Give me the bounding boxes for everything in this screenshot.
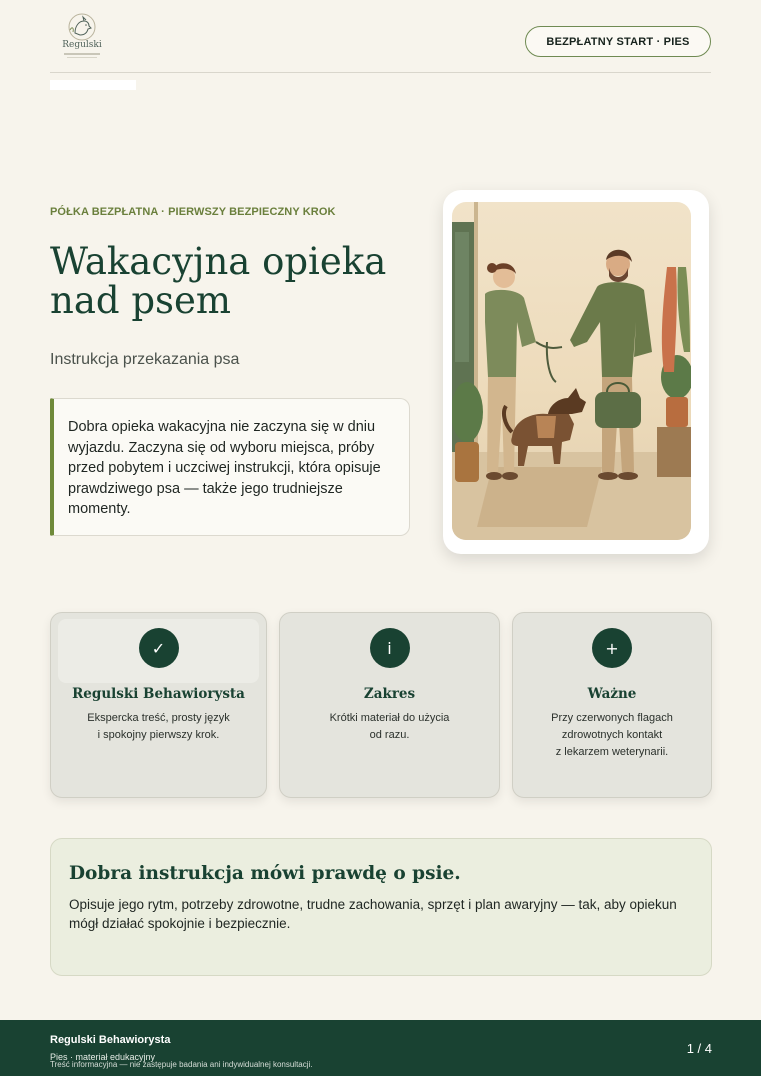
page-subtitle: Instrukcja przekazania psa bbox=[50, 351, 240, 368]
logo-tagline-secondary bbox=[67, 57, 97, 58]
hero-image-card bbox=[443, 190, 709, 554]
feature-title: Ważne bbox=[587, 686, 637, 702]
feature-card-expert bbox=[50, 612, 267, 798]
dog-logo-icon bbox=[64, 12, 100, 42]
logo-tagline bbox=[64, 53, 100, 55]
info-icon: i bbox=[370, 628, 410, 668]
note-text: Opisuje jego rytm, potrzeby zdrowotne, trudne zachowania, sprzęt i plan awaryjny — tak, aby opiekun mógł działać spokojnie i bezpiecznie. bbox=[69, 897, 677, 931]
feature-card-important bbox=[512, 612, 712, 798]
footer bbox=[0, 1020, 761, 1076]
header bbox=[50, 0, 711, 73]
header-strip bbox=[50, 80, 136, 90]
free-start-button[interactable]: BEZPŁATNY START · PIES bbox=[525, 26, 711, 57]
page-title bbox=[50, 242, 430, 320]
feature-title: Zakres bbox=[363, 686, 416, 702]
dog-handover-illustration bbox=[452, 202, 691, 540]
footer-brand: Regulski Behawiorysta bbox=[50, 1034, 171, 1046]
feature-card-scope bbox=[279, 612, 500, 798]
footer-category: Pies · materiał edukacyjny bbox=[50, 1052, 156, 1062]
note-box bbox=[50, 838, 712, 976]
footer-disclaimer: Treść informacyjna — nie zastępuje badania ani indywidualnej konsultacji. bbox=[50, 1060, 313, 1069]
eyebrow-label: PÓŁKA BEZPŁATNA · PIERWSZY BEZPIECZNY KROK bbox=[50, 206, 336, 218]
feature-text: Przy czerwonych flagach zdrowotnych kontakt z lekarzem weterynarii. bbox=[551, 712, 673, 758]
plus-icon: + bbox=[592, 628, 632, 668]
feature-text: Krótki materiał do użycia od razu. bbox=[329, 712, 450, 741]
page-number: 1 / 4 bbox=[686, 1041, 712, 1056]
intro-quote: Dobra opieka wakacyjna nie zaczyna się w dniu wyjazdu. Zaczyna się od wyboru miejsca, próby przed pobytem i uczciwej instrukcji, która opisuje prawdziwego psa — także jego trudniejsze momenty. bbox=[50, 398, 410, 536]
feature-title: Regulski Behawiorysta bbox=[72, 686, 245, 702]
title-line-2: nad psem bbox=[50, 279, 231, 322]
check-icon: ✓ bbox=[139, 628, 179, 668]
title-line-1: Wakacyjna opieka bbox=[50, 240, 387, 283]
feature-text: Ekspercka treść, prosty język i spokojny pierwszy krok. bbox=[87, 712, 230, 741]
note-title: Dobra instrukcja mówi prawdę o psie. bbox=[69, 863, 461, 884]
logo-text: Regulski bbox=[62, 40, 102, 50]
logo[interactable] bbox=[57, 12, 107, 68]
